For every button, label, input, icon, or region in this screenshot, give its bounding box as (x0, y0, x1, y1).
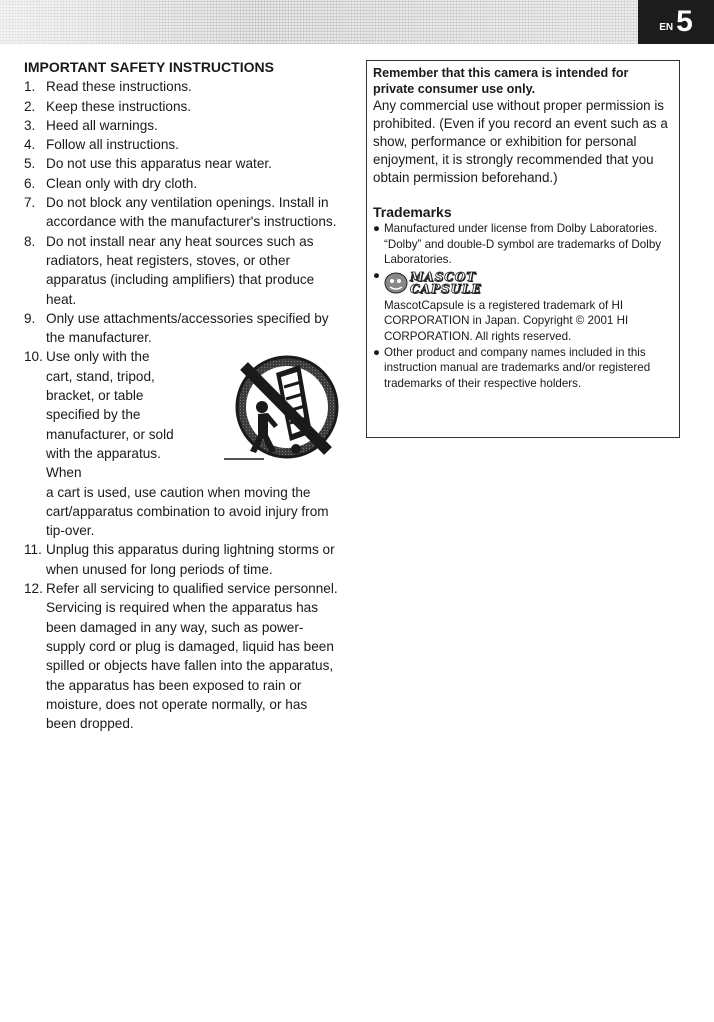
item-number: 10. (24, 349, 43, 365)
trademarks-title: Trademarks (373, 204, 452, 220)
page-number: 5 (676, 5, 693, 38)
page-tab (638, 0, 714, 44)
safety-item-cart (24, 347, 340, 540)
item-text: Read these instructions. (46, 79, 192, 95)
item-number: 2. (24, 98, 36, 114)
item-number: 7. (24, 195, 36, 211)
safety-list (24, 77, 340, 733)
trademark-text: Other product and company names included in this instruction manual are trademarks and/or registered trademarks of their respective holders. (384, 345, 651, 390)
item-number: 12. (24, 581, 43, 597)
wordmark-line1: MASCOT (410, 269, 477, 284)
item-number: 8. (24, 233, 36, 249)
item-text: Unplug this apparatus during lightning storms or when unused for long periods of time. (46, 542, 335, 577)
item-number: 6. (24, 175, 36, 191)
item-text: Follow all instructions. (46, 137, 179, 153)
notice-box (366, 60, 680, 438)
consumer-notice-body: Any commercial use without proper permission is prohibited. (Even if you record an event such as a show, performance or exhibition for personal enjoyment, it is strongly recommended that you obtain permission beforehand.) (373, 98, 668, 185)
bullet-icon: ● (373, 268, 381, 282)
item-text: Keep these instructions. (46, 98, 192, 114)
safety-instructions (24, 58, 340, 733)
item-number: 1. (24, 79, 36, 95)
trademark-item-dolby (373, 221, 673, 268)
safety-item (24, 97, 340, 116)
item-text: Heed all warnings. (46, 117, 158, 133)
header-band-fade (0, 0, 638, 44)
mascot-capsule-logo-icon (384, 271, 408, 295)
safety-item (24, 193, 340, 232)
safety-item (24, 174, 340, 193)
item-text: Do not install near any heat sources such as radiators, heat registers, stoves, or other apparatus (including amplifiers) that produce heat. (46, 233, 315, 307)
item-number: 9. (24, 310, 36, 326)
language-code: EN (659, 21, 674, 33)
item-text: Do not block any ventilation openings. Install in accordance with the manufacturer's instructions. (46, 195, 337, 230)
trademark-text: MascotCapsule is a registered trademark of HI CORPORATION in Japan. Copyright © 2001 HI CORPORATION. All rights reserved. (384, 298, 629, 343)
safety-item (24, 309, 340, 348)
trademark-item-mascot (373, 268, 673, 345)
item-text: Refer all servicing to qualified service personnel. Servicing is required when the apparatus has been damaged in any way, such as power-supply cord or plug is damaged, liquid has been spilled or objects have fallen into the apparatus, the apparatus has been exposed to rain or moisture, does not operate normally, or has been dropped. (46, 581, 338, 732)
wordmark-line2: CAPSULE (410, 281, 482, 296)
safety-item (24, 540, 340, 579)
safety-item (24, 116, 340, 135)
item-text-continued: a cart is used, use caution when moving the cart/apparatus combination to avoid injury from tip-over. (46, 484, 329, 539)
item-number: 5. (24, 156, 36, 172)
item-number: 3. (24, 117, 36, 133)
safety-item (24, 232, 340, 309)
safety-title: IMPORTANT SAFETY INSTRUCTIONS (24, 59, 274, 75)
mascot-capsule-logo (384, 268, 673, 298)
item-text: Clean only with dry cloth. (46, 175, 198, 191)
trademark-item-other (373, 345, 673, 392)
safety-item (24, 77, 340, 96)
bullet-icon: ● (373, 222, 381, 235)
item-text: Only use attachments/accessories specified by the manufacturer. (46, 310, 329, 346)
cart-item-body (46, 347, 340, 482)
safety-item (24, 135, 340, 154)
item-text: Use only with the cart, stand, tripod, bracket, or table specified by the manufacturer, or sold with the apparatus. When (46, 349, 174, 481)
item-number: 4. (24, 137, 36, 153)
cart-tip-over-warning-icon (224, 351, 346, 461)
item-text: Do not use this apparatus near water. (46, 156, 272, 172)
item-number: 11. (24, 542, 42, 558)
mascot-capsule-wordmark (410, 271, 482, 295)
safety-item (24, 579, 340, 733)
bullet-icon: ● (373, 345, 381, 359)
consumer-notice-heading: Remember that this camera is intended for private consumer use only. (373, 66, 629, 96)
trademarks-list (373, 221, 673, 391)
safety-item (24, 154, 340, 173)
trademark-text: Manufactured under license from Dolby Laboratories. “Dolby” and double-D symbol are trademarks of Dolby Laboratories. (384, 222, 662, 267)
